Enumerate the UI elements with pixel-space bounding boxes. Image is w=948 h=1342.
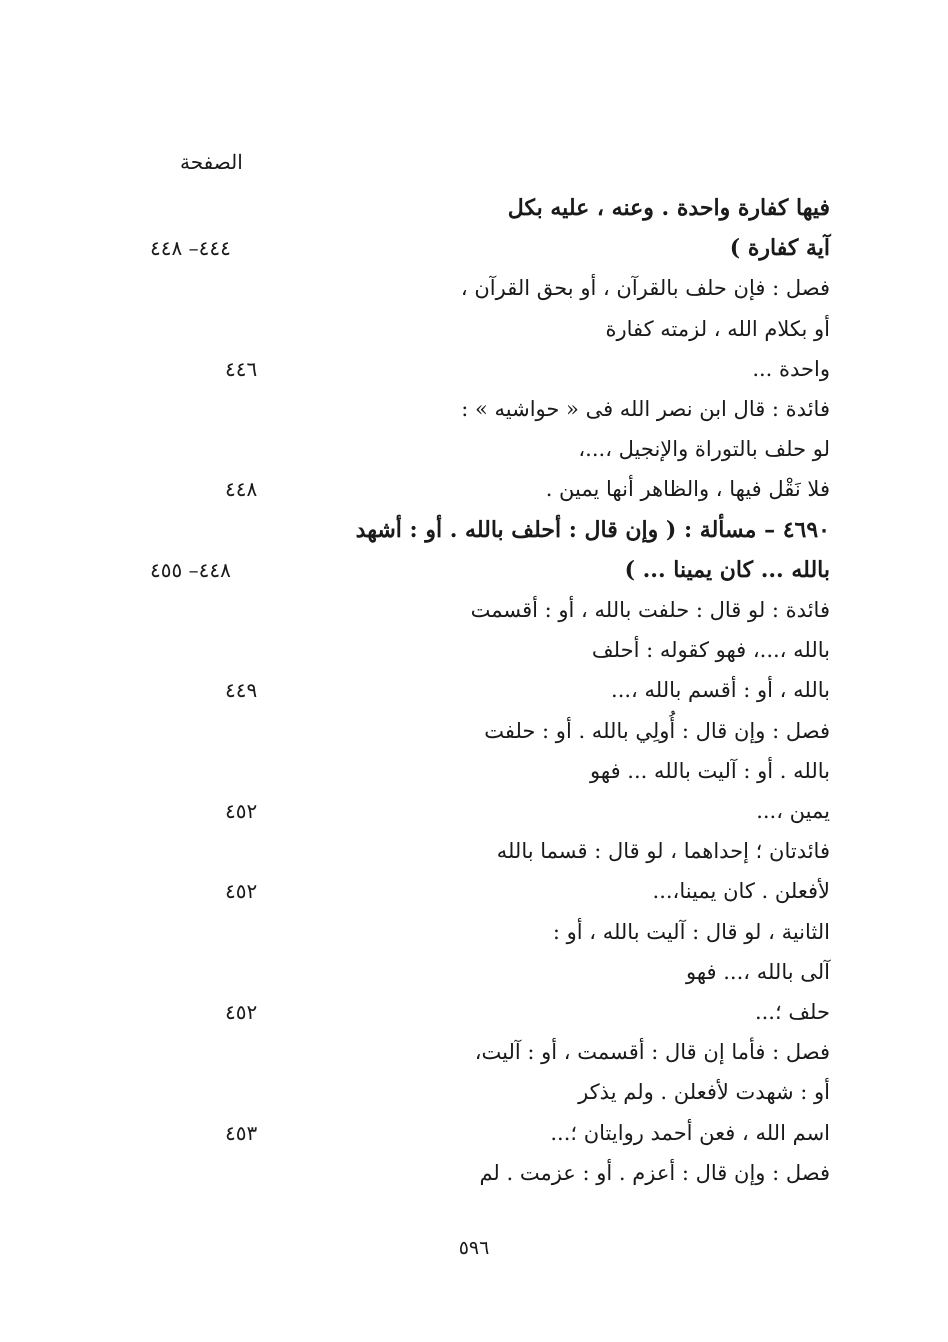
- entry-body: واحدة ...: [752, 356, 830, 381]
- entry-text: [440, 952, 830, 992]
- entry-text: [440, 912, 830, 952]
- index-entry: [150, 711, 830, 751]
- index-entry: [150, 389, 830, 429]
- index-entry: [150, 188, 830, 228]
- entry-text: [440, 992, 830, 1032]
- entry-text: [440, 389, 830, 429]
- entry-body: فائدة : لو قال : حلفت بالله ، أو : أقسمت: [470, 598, 830, 622]
- entry-page-range: ٤٥٢: [225, 879, 258, 904]
- index-entry: [150, 831, 830, 871]
- entry-number: ٤٦٩٠ –: [756, 516, 830, 543]
- entry-text: [440, 831, 830, 871]
- index-entry: [150, 630, 830, 670]
- index-entry: [150, 268, 830, 308]
- entry-body: بالله ... كان يمينا ... ): [624, 556, 830, 583]
- entry-body: فصل : فإن حلف بالقرآن ، أو بحق القرآن ،: [460, 276, 830, 301]
- entry-text: [440, 188, 830, 228]
- index-entry: [150, 1032, 830, 1072]
- entry-body: فصل : وإن قال : أعزم . أو : عزمت . لم: [479, 1160, 830, 1185]
- entry-text: [440, 871, 830, 911]
- index-entry: [150, 751, 830, 791]
- entry-body: مسألة : ( وإن قال : أحلف بالله . أو : أشهد: [355, 516, 757, 543]
- entry-body: لأفعلن . كان يمينا،...: [652, 879, 830, 904]
- index-entry: [150, 912, 830, 952]
- entry-text: [440, 228, 830, 268]
- index-entry: [150, 952, 830, 992]
- index-entry: [150, 550, 830, 590]
- entry-body: بالله . أو : آليت بالله ... فهو: [590, 758, 830, 783]
- entry-page-range: ٤٥٢: [225, 1000, 258, 1024]
- entry-body: فصل : فأما إن قال : أقسمت ، أو : آليت،: [474, 1040, 830, 1065]
- index-entry: [150, 590, 830, 630]
- entry-page-range: ٤٤٦: [225, 356, 258, 381]
- entry-text: [440, 349, 830, 389]
- entry-page-range: ٤٤٩: [225, 678, 258, 703]
- entry-page-range: ٤٤٤– ٤٤٨: [150, 236, 231, 261]
- entry-text: [440, 670, 830, 710]
- entry-body: آية كفارة ): [729, 235, 830, 262]
- entry-body: آلى بالله ،... فهو: [686, 959, 830, 984]
- entry-text: [440, 309, 830, 349]
- entry-text: [290, 510, 830, 550]
- entry-page-range: ٤٤٨– ٤٥٥: [150, 557, 231, 582]
- entry-text: [440, 1153, 830, 1193]
- index-entry: [150, 992, 830, 1032]
- entry-body: بالله ، أو : أقسم بالله ،...: [611, 678, 830, 703]
- entry-page-range: ٤٥٢: [225, 799, 258, 823]
- entry-text: [440, 1072, 830, 1112]
- entry-body: فلا نَقْل فيها ، والظاهر أنها يمين .: [545, 477, 830, 502]
- index-entry: [150, 510, 830, 550]
- index-entry: [150, 228, 830, 268]
- entry-text: [440, 469, 830, 509]
- entry-page-range: ٤٤٨: [225, 477, 258, 502]
- entry-body: فيها كفارة واحدة . وعنه ، عليه بكل: [507, 195, 830, 221]
- entry-text: [440, 590, 830, 630]
- entry-body: أو بكلام الله ، لزمته كفارة: [605, 316, 830, 341]
- index-entry: [150, 469, 830, 509]
- index-entry: [150, 1072, 830, 1112]
- index-entry: [150, 791, 830, 831]
- entry-text: [440, 268, 830, 308]
- index-entry: [150, 429, 830, 469]
- index-entry: [150, 1153, 830, 1193]
- entry-text: [440, 630, 830, 670]
- index-entry: [150, 309, 830, 349]
- entry-body: يمين ،...: [756, 799, 830, 823]
- entry-body: بالله ،...، فهو كقوله : أحلف: [591, 638, 830, 663]
- index-entry: [150, 1113, 830, 1153]
- entry-body: اسم الله ، فعن أحمد روايتان ؛...: [550, 1120, 830, 1145]
- entry-body: فائدتان ؛ إحداهما ، لو قال : قسما بالله: [496, 839, 830, 864]
- entry-body: فصل : وإن قال : أُولِي بالله . أو : حلفت: [484, 718, 830, 743]
- entry-body: حلف ؛...: [754, 1000, 830, 1024]
- entry-text: [440, 1113, 830, 1153]
- entry-text: [440, 791, 830, 831]
- entry-text: [440, 1032, 830, 1072]
- column-header: الصفحة: [180, 150, 243, 174]
- entry-text: [440, 550, 830, 590]
- index-entry: [150, 670, 830, 710]
- entry-text: [440, 711, 830, 751]
- index-entry: [150, 349, 830, 389]
- entry-body: فائدة : قال ابن نصر الله فى « حواشيه » :: [461, 397, 830, 421]
- index-entry: [150, 871, 830, 911]
- entry-body: لو حلف بالتوراة والإنجيل ،...،: [578, 437, 830, 462]
- entry-text: [440, 429, 830, 469]
- entry-body: أو : شهدت لأفعلن . ولم يذكر: [578, 1080, 830, 1105]
- entry-page-range: ٤٥٣: [225, 1120, 258, 1145]
- page-number: ٥٩٦: [458, 1237, 490, 1259]
- entry-text: [440, 751, 830, 791]
- entry-body: الثانية ، لو قال : آليت بالله ، أو :: [552, 919, 830, 944]
